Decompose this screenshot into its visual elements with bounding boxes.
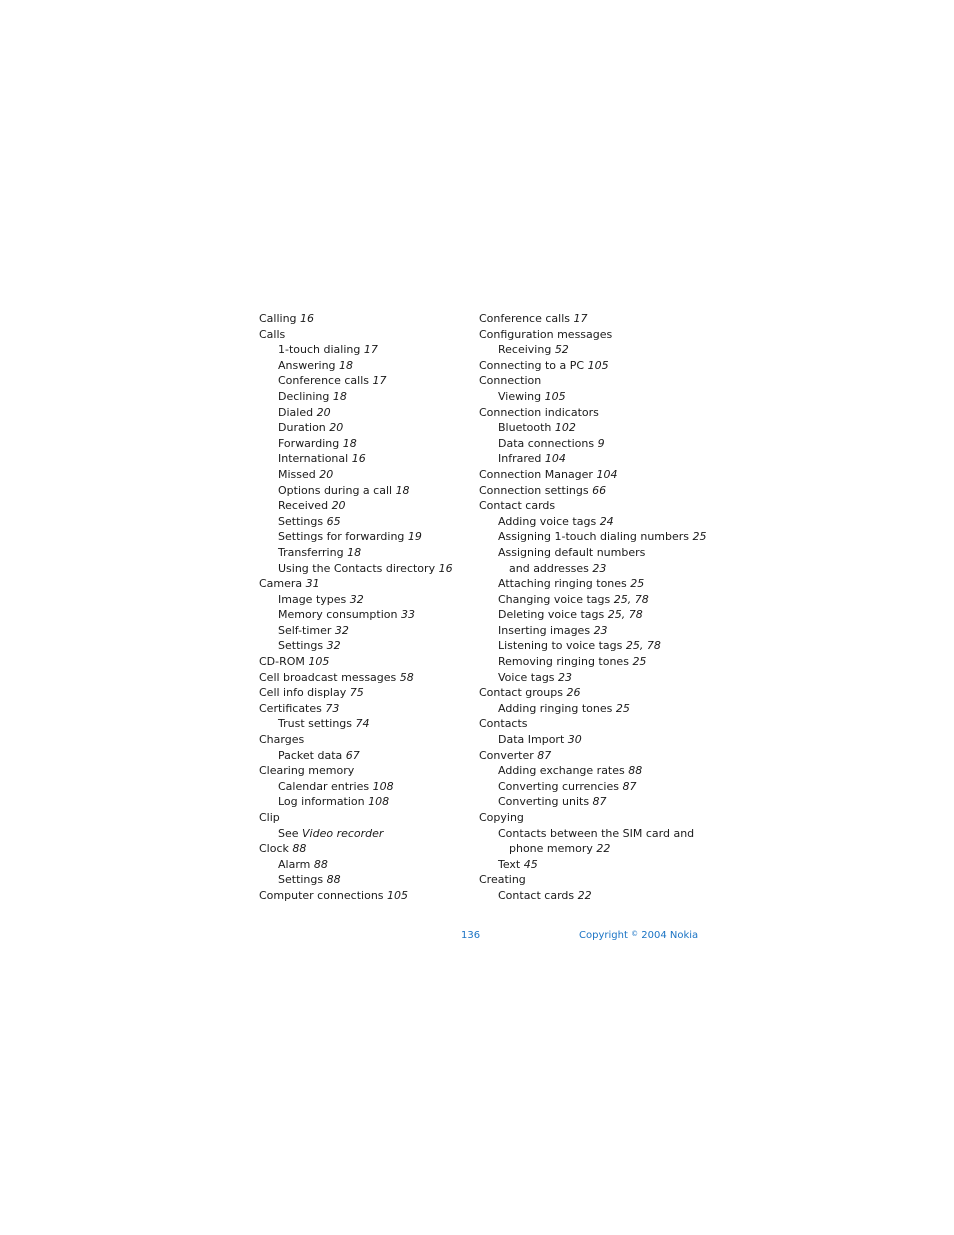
index-term: Conference calls [278, 374, 369, 388]
index-term: Infrared [498, 452, 542, 466]
index-term: and addresses [509, 561, 589, 575]
index-page-ref: 17 [372, 374, 387, 388]
index-subentry [479, 576, 709, 592]
index-entry [259, 763, 469, 779]
index-term: Converter [479, 748, 534, 762]
index-page-ref: 33 [400, 608, 415, 622]
index-term: Self-timer [278, 623, 332, 637]
index-subentry [259, 483, 469, 499]
index-page-ref: 104 [596, 467, 618, 481]
index-subentry [479, 826, 709, 842]
index-page-ref: 16 [300, 312, 315, 325]
index-term: Contact cards [479, 499, 556, 513]
index-entry [479, 327, 709, 343]
index-page-ref: 32 [326, 639, 341, 653]
index-subentry [479, 779, 709, 795]
index-subentry [259, 561, 469, 577]
index-term: Connecting to a PC [479, 358, 585, 372]
index-page-ref: 25 [615, 701, 630, 715]
index-entry [479, 467, 709, 483]
index-page-ref: 88 [628, 764, 643, 778]
index-subentry [259, 857, 469, 873]
index-page-ref: 30 [567, 733, 582, 747]
index-entry [259, 701, 469, 717]
index-term: Adding ringing tones [498, 701, 613, 715]
index-subentry [259, 467, 469, 483]
index-subentry [479, 701, 709, 717]
index-page-ref: 108 [368, 795, 390, 809]
index-subentry [479, 638, 709, 654]
index-term: Calendar entries [278, 779, 370, 793]
index-term: Image types [278, 592, 347, 606]
index-page-ref: 105 [587, 358, 609, 372]
index-term: Memory consumption [278, 608, 398, 622]
index-term: Viewing [498, 389, 542, 403]
index-term: Settings [278, 873, 324, 887]
index-entry [479, 405, 709, 421]
index-subentry [259, 498, 469, 514]
index-page-ref: 67 [345, 748, 360, 762]
index-term: Connection Manager [479, 467, 593, 481]
index-page-ref: 88 [326, 873, 341, 887]
index-page-ref: 20 [331, 499, 346, 513]
index-subentry [479, 794, 709, 810]
index-subentry [259, 389, 469, 405]
index-subentry [479, 623, 709, 639]
index-term: Contacts between the SIM card and [498, 826, 695, 840]
index-term: Converting units [498, 795, 590, 809]
index-entry [259, 654, 469, 670]
index-term: Deleting voice tags [498, 608, 605, 622]
index-term: Adding exchange rates [498, 764, 625, 778]
index-subentry [259, 373, 469, 389]
index-term: Settings [278, 639, 324, 653]
index-page-ref: 23 [558, 670, 573, 684]
index-page-ref: 88 [292, 842, 307, 856]
index-page-ref: 16 [351, 452, 366, 466]
index-page-ref: 20 [316, 405, 331, 419]
index-subentry [479, 857, 709, 873]
index-subentry [479, 592, 709, 608]
index-term: Connection indicators [479, 405, 599, 419]
index-term: Calls [259, 327, 286, 341]
index-subentry [479, 561, 709, 577]
index-term: Adding voice tags [498, 514, 597, 528]
index-page-ref: 87 [592, 795, 607, 809]
index-term: Certificates [259, 701, 322, 715]
index-term: Assigning default numbers [498, 545, 646, 559]
page-number: 136 [461, 930, 481, 941]
index-subentry [259, 358, 469, 374]
index-term: Creating [479, 873, 526, 887]
index-page-ref: 25, 78 [625, 639, 661, 653]
index-term: Connection [479, 374, 542, 388]
index-term: Calling [259, 312, 297, 325]
index-term: Copying [479, 811, 524, 824]
index-subentry [479, 654, 709, 670]
index-subentry [259, 592, 469, 608]
copyright-rest: 2004 Nokia [641, 930, 699, 941]
index-page-ref: 105 [387, 888, 409, 902]
index-page-ref: 20 [329, 421, 344, 435]
index-subentry [479, 342, 709, 358]
index-page-ref: 52 [554, 343, 569, 357]
index-term: Contact cards [498, 888, 575, 902]
index-page-ref: 105 [544, 389, 566, 403]
index-term: Answering [278, 358, 336, 372]
index-entry [479, 373, 709, 389]
index-page-ref: 58 [399, 670, 414, 684]
index-term: Using the Contacts directory [278, 561, 436, 575]
index-subentry [259, 638, 469, 654]
index-subentry [479, 389, 709, 405]
index-page-ref: 25 [630, 577, 645, 591]
index-term: Removing ringing tones [498, 655, 629, 669]
index-subentry [259, 545, 469, 561]
index-entry [479, 685, 709, 701]
index-term: CD-ROM [259, 655, 305, 669]
index-entry [479, 872, 709, 888]
index-entry [259, 888, 469, 904]
copyright-notice [579, 930, 698, 941]
index-page-ref: 18 [342, 436, 357, 450]
index-column-right [479, 311, 709, 904]
index-subentry [259, 794, 469, 810]
index-page-ref: Video recorder [302, 826, 384, 840]
index-entry [259, 576, 469, 592]
index-term: Settings for forwarding [278, 530, 405, 544]
index-page-ref: 22 [577, 888, 592, 902]
index-term: Duration [278, 421, 326, 435]
index-subentry [479, 607, 709, 623]
index-term: Forwarding [278, 436, 340, 450]
index-page-ref: 74 [355, 717, 370, 731]
index-subentry [479, 545, 709, 561]
index-page-ref: 9 [597, 436, 605, 450]
index-term: Assigning 1-touch dialing numbers [498, 530, 690, 544]
index-term: Packet data [278, 748, 343, 762]
index-subentry [259, 529, 469, 545]
index-term: Settings [278, 514, 324, 528]
index-term: Conference calls [479, 312, 570, 325]
index-subentry [259, 451, 469, 467]
index-page-ref: 73 [325, 701, 340, 715]
index-subentry [259, 779, 469, 795]
index-term: Charges [259, 733, 305, 747]
index-entry [259, 670, 469, 686]
index-page-ref: 23 [593, 623, 608, 637]
index-page-ref: 65 [326, 514, 341, 528]
index-term: Attaching ringing tones [498, 577, 627, 591]
index-page-ref: 88 [313, 857, 328, 871]
index-entry [479, 483, 709, 499]
index-term: Data connections [498, 436, 595, 450]
index-entry [259, 685, 469, 701]
index-subentry [479, 763, 709, 779]
index-page-ref: 20 [319, 467, 334, 481]
index-page-ref: 18 [395, 483, 410, 497]
index-subentry [259, 623, 469, 639]
index-entry [259, 327, 469, 343]
index-page-ref: 25 [632, 655, 647, 669]
index-entry [479, 498, 709, 514]
index-page-ref: 17 [363, 343, 378, 357]
index-page-ref: 104 [544, 452, 566, 466]
index-entry [259, 810, 469, 826]
index-column-left [259, 311, 469, 904]
index-term: Cell broadcast messages [259, 670, 397, 684]
index-subentry [479, 732, 709, 748]
index-page-ref: 17 [573, 312, 588, 325]
index-page-ref: 32 [334, 623, 349, 637]
index-subentry [259, 716, 469, 732]
index-page-ref: 24 [599, 514, 614, 528]
index-term: Camera [259, 577, 303, 591]
index-subentry [479, 670, 709, 686]
index-page-ref: 18 [339, 358, 354, 372]
index-page-ref: 45 [523, 857, 538, 871]
index-page-ref: 18 [347, 545, 362, 559]
index-term: Cell info display [259, 686, 347, 700]
index-subentry [259, 405, 469, 421]
index-term: 1-touch dialing [278, 343, 361, 357]
index-entry [259, 732, 469, 748]
index-page-ref: 108 [372, 779, 394, 793]
index-page-ref: 32 [349, 592, 364, 606]
index-term: Bluetooth [498, 421, 552, 435]
index-term: Received [278, 499, 329, 513]
index-page-ref: 102 [554, 421, 576, 435]
index-term: Transferring [278, 545, 344, 559]
index-subentry [259, 342, 469, 358]
index-subentry [479, 888, 709, 904]
index-term: Connection settings [479, 483, 589, 497]
index-term: Dialed [278, 405, 314, 419]
index-term: Changing voice tags [498, 592, 611, 606]
index-subentry [259, 607, 469, 623]
index-term: Options during a call [278, 483, 393, 497]
index-page-ref: 75 [349, 686, 364, 700]
index-subentry [259, 514, 469, 530]
index-entry [259, 311, 469, 327]
index-subentry [479, 436, 709, 452]
index-entry [479, 358, 709, 374]
index-term: Inserting images [498, 623, 591, 637]
index-page-ref: 23 [592, 561, 607, 575]
index-term: Missed [278, 467, 316, 481]
index-term: International [278, 452, 349, 466]
index-term: Contact groups [479, 686, 563, 700]
index-subentry [479, 841, 709, 857]
index-term: Log information [278, 795, 365, 809]
index-page-ref: 105 [308, 655, 330, 669]
index-term: Clearing memory [259, 764, 355, 778]
index-subentry [259, 436, 469, 452]
index-term: Text [498, 857, 521, 871]
index-page-ref: 16 [438, 561, 453, 575]
index-subentry [479, 451, 709, 467]
index-page-ref: 19 [407, 530, 422, 544]
index-term: Configuration messages [479, 327, 613, 341]
index-subentry [479, 529, 709, 545]
index-entry [479, 748, 709, 764]
index-term: Declining [278, 389, 330, 403]
index-entry [479, 716, 709, 732]
index-term: Alarm [278, 857, 311, 871]
copyright-word: Copyright [579, 930, 628, 941]
index-page-ref: 87 [622, 779, 637, 793]
index-page-ref: 18 [332, 389, 347, 403]
index-page-ref: 25, 78 [607, 608, 643, 622]
index-page-ref: 66 [592, 483, 607, 497]
index-term: Clip [259, 811, 280, 824]
copyright-symbol: © [631, 930, 639, 938]
index-term: Listening to voice tags [498, 639, 623, 653]
index-page-ref: 22 [596, 842, 611, 856]
index-term: Clock [259, 842, 289, 856]
index-term: Data Import [498, 733, 565, 747]
index-subentry [479, 420, 709, 436]
index-entry [479, 810, 709, 826]
index-page-ref: 25 [692, 530, 707, 544]
index-term: Converting currencies [498, 779, 619, 793]
index-entry [479, 311, 709, 327]
index-term: phone memory [509, 842, 593, 856]
index-subentry [259, 420, 469, 436]
index-page-ref: 25, 78 [613, 592, 649, 606]
index-term: Contacts [479, 717, 528, 731]
index-term: Receiving [498, 343, 552, 357]
index-term: Trust settings [278, 717, 353, 731]
index-subentry [479, 514, 709, 530]
index-entry [259, 841, 469, 857]
index-term: See [278, 826, 299, 840]
index-page-ref: 31 [305, 577, 320, 591]
index-page-ref: 26 [566, 686, 581, 700]
index-term: Voice tags [498, 670, 555, 684]
index-term: Computer connections [259, 888, 384, 902]
index-subentry [259, 826, 469, 842]
index-subentry [259, 748, 469, 764]
index-page-ref: 87 [537, 748, 552, 762]
index-subentry [259, 872, 469, 888]
